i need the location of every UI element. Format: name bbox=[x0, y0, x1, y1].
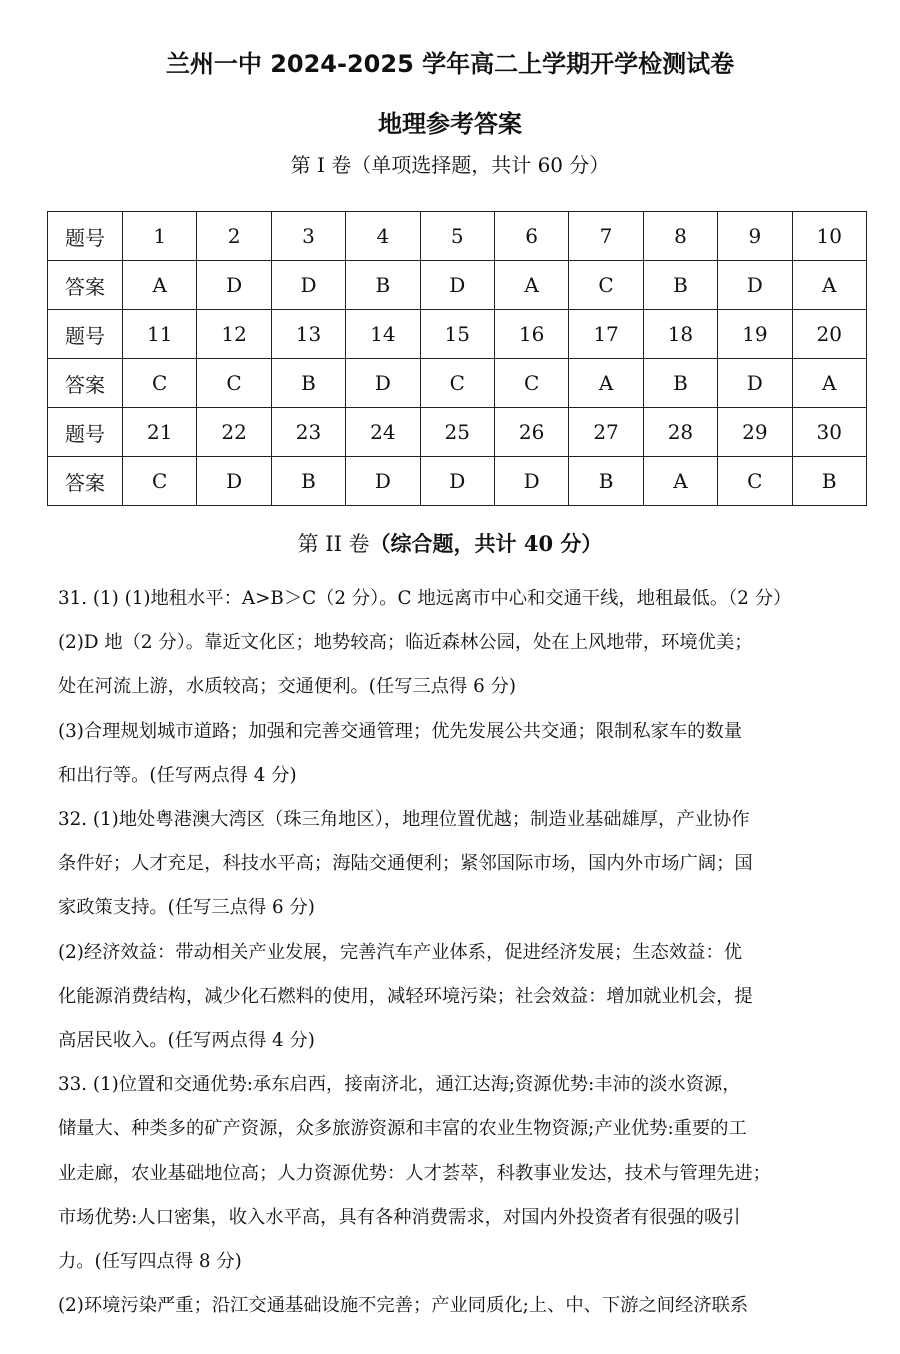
answer-cell: D bbox=[420, 457, 494, 506]
answer-cell: A bbox=[792, 261, 866, 310]
question-number-cell: 3 bbox=[271, 212, 345, 261]
answer-cell: D bbox=[346, 457, 420, 506]
part1-heading: 第 I 卷（单项选择题，共计 60 分） bbox=[290, 153, 610, 177]
answer-cell: A bbox=[123, 261, 197, 310]
question-number-cell: 8 bbox=[643, 212, 717, 261]
part2-heading bbox=[0, 528, 900, 558]
part2-prefix: 第 II 卷 bbox=[297, 532, 370, 556]
question-number-cell: 4 bbox=[346, 212, 420, 261]
table-row-numbers bbox=[48, 212, 867, 261]
answer-cell: C bbox=[420, 359, 494, 408]
row-label-number: 题号 bbox=[48, 408, 123, 457]
question-number-cell: 7 bbox=[569, 212, 643, 261]
question-number-cell: 1 bbox=[123, 212, 197, 261]
question-number-cell: 18 bbox=[643, 310, 717, 359]
answer-cell: A bbox=[792, 359, 866, 408]
answer-line: 市场优势:人口密集，收入水平高，具有各种消费需求，对国内外投资者有很强的吸引 bbox=[58, 1206, 741, 1228]
question-number-cell: 15 bbox=[420, 310, 494, 359]
answer-cell: B bbox=[792, 457, 866, 506]
answer-cell: C bbox=[718, 457, 792, 506]
question-number-cell: 24 bbox=[346, 408, 420, 457]
table-row-numbers bbox=[48, 408, 867, 457]
question-number-cell: 20 bbox=[792, 310, 866, 359]
answer-body bbox=[58, 577, 848, 1328]
question-number-cell: 2 bbox=[197, 212, 271, 261]
answer-cell: D bbox=[197, 261, 271, 310]
row-label-number: 题号 bbox=[48, 212, 123, 261]
answer-line: 储量大、种类多的矿产资源，众多旅游资源和丰富的农业生物资源;产业优势:重要的工 bbox=[58, 1118, 747, 1140]
row-label-answer: 答案 bbox=[48, 359, 123, 408]
answer-cell: B bbox=[346, 261, 420, 310]
answer-cell: A bbox=[494, 261, 568, 310]
answer-cell: C bbox=[494, 359, 568, 408]
question-number-cell: 12 bbox=[197, 310, 271, 359]
answer-cell: C bbox=[123, 359, 197, 408]
answer-cell: B bbox=[271, 359, 345, 408]
table-row-answers bbox=[48, 359, 867, 408]
answer-cell: C bbox=[123, 457, 197, 506]
question-number-cell: 13 bbox=[271, 310, 345, 359]
answer-cell: D bbox=[271, 261, 345, 310]
answer-cell: D bbox=[718, 359, 792, 408]
question-number-cell: 17 bbox=[569, 310, 643, 359]
answer-line: (2)经济效益：带动相关产业发展，完善汽车产业体系，促进经济发展；生态效益：优 bbox=[58, 941, 743, 963]
answer-line: 力。(任写四点得 8 分) bbox=[58, 1251, 242, 1273]
answer-line: 条件好；人才充足，科技水平高；海陆交通便利；紧邻国际市场，国内外市场广阔；国 bbox=[58, 853, 753, 875]
question-number-cell: 23 bbox=[271, 408, 345, 457]
answer-line: 32. (1)地处粤港澳大湾区（珠三角地区），地理位置优越；制造业基础雄厚，产业协作 bbox=[58, 809, 750, 831]
part2-main: （综合题，共计 40 分） bbox=[369, 531, 603, 556]
answer-line: (3)合理规划城市道路；加强和完善交通管理；优先发展公共交通；限制私家车的数量 bbox=[58, 720, 743, 742]
answer-cell: D bbox=[494, 457, 568, 506]
question-number-cell: 19 bbox=[718, 310, 792, 359]
question-number-cell: 10 bbox=[792, 212, 866, 261]
answer-line: 业走廊，农业基础地位高；人力资源优势：人才荟萃，科教事业发达，技术与管理先进； bbox=[58, 1162, 771, 1184]
question-number-cell: 5 bbox=[420, 212, 494, 261]
answer-cell: B bbox=[643, 359, 717, 408]
answer-cell: D bbox=[346, 359, 420, 408]
answer-cell: D bbox=[420, 261, 494, 310]
answer-cell: D bbox=[718, 261, 792, 310]
answer-line: 31. (1) (1)地租水平：A>B＞C（2 分）。C 地远离市中心和交通干线，地租最低。（2 分） bbox=[58, 588, 792, 609]
question-number-cell: 25 bbox=[420, 408, 494, 457]
document-title: 兰州一中 2024-2025 学年高二上学期开学检测试卷 bbox=[165, 50, 735, 78]
question-number-cell: 28 bbox=[643, 408, 717, 457]
row-label-answer: 答案 bbox=[48, 457, 123, 506]
row-label-number: 题号 bbox=[48, 310, 123, 359]
answer-cell: C bbox=[197, 359, 271, 408]
question-number-cell: 30 bbox=[792, 408, 866, 457]
document-subtitle: 地理参考答案 bbox=[378, 110, 522, 138]
row-label-answer: 答案 bbox=[48, 261, 123, 310]
answer-line: (2)D 地（2 分）。靠近文化区；地势较高；临近森林公园，处在上风地带，环境优美； bbox=[58, 632, 753, 654]
question-number-cell: 16 bbox=[494, 310, 568, 359]
answer-line: (2)环境污染严重；沿江交通基础设施不完善；产业同质化;上、中、下游之间经济联系 bbox=[58, 1295, 749, 1317]
answer-line: 高居民收入。(任写两点得 4 分) bbox=[58, 1030, 315, 1052]
question-number-cell: 27 bbox=[569, 408, 643, 457]
answer-cell: C bbox=[569, 261, 643, 310]
question-number-cell: 22 bbox=[197, 408, 271, 457]
question-number-cell: 29 bbox=[718, 408, 792, 457]
table-row-numbers bbox=[48, 310, 867, 359]
question-number-cell: 6 bbox=[494, 212, 568, 261]
question-number-cell: 14 bbox=[346, 310, 420, 359]
question-number-cell: 26 bbox=[494, 408, 568, 457]
question-number-cell: 11 bbox=[123, 310, 197, 359]
question-number-cell: 9 bbox=[718, 212, 792, 261]
answer-table bbox=[47, 211, 867, 506]
answer-cell: B bbox=[569, 457, 643, 506]
answer-cell: A bbox=[643, 457, 717, 506]
answer-line: 和出行等。(任写两点得 4 分) bbox=[58, 764, 297, 786]
question-number-cell: 21 bbox=[123, 408, 197, 457]
answer-line: 家政策支持。(任写三点得 6 分) bbox=[58, 897, 315, 919]
answer-cell: A bbox=[569, 359, 643, 408]
answer-line: 化能源消费结构，减少化石燃料的使用，减轻环境污染；社会效益：增加就业机会，提 bbox=[58, 985, 753, 1007]
answer-line: 33. (1)位置和交通优势:承东启西，接南济北，通江达海;资源优势:丰沛的淡水资源， bbox=[58, 1074, 741, 1096]
answer-cell: D bbox=[197, 457, 271, 506]
table-row-answers bbox=[48, 457, 867, 506]
answer-cell: B bbox=[271, 457, 345, 506]
answer-line: 处在河流上游，水质较高；交通便利。(任写三点得 6 分) bbox=[58, 676, 516, 698]
table-row-answers bbox=[48, 261, 867, 310]
answer-cell: B bbox=[643, 261, 717, 310]
